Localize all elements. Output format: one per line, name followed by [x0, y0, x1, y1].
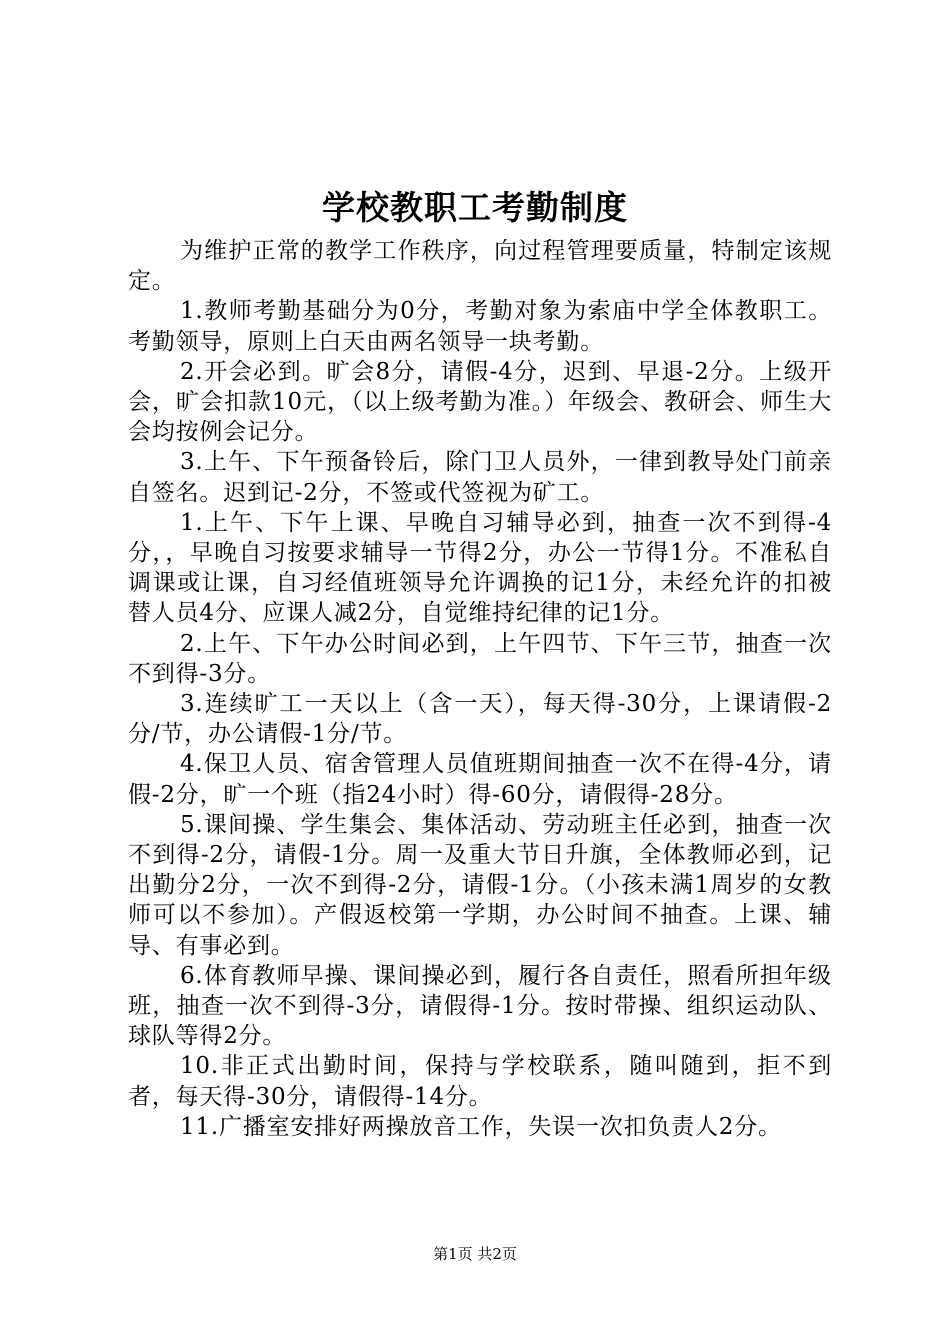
paragraph-intro: 为维护正常的教学工作秩序，向过程管理要质量，特制定该规定。 — [128, 238, 832, 295]
paragraph-rule: 1.教师考勤基础分为0分，考勤对象为索庙中学全体教职工。考勤领导，原则上白天由两名领导一块考勤。 — [128, 298, 832, 355]
paragraph-rule: 2.上午、下午办公时间必到，上午四节、下午三节，抽查一次不到得-3分。 — [128, 630, 832, 687]
paragraph-rule: 3.连续旷工一天以上（含一天），每天得-30分，上课请假-2分/节，办公请假-1分/节。 — [128, 691, 832, 748]
paragraph-rule: 6.体育教师早操、课间操必到，履行各自责任，照看所担年级班，抽查一次不到得-3分，请假得-1分。按时带操、组织运动队、球队等得2分。 — [128, 962, 832, 1050]
document-body — [128, 236, 832, 1142]
paragraph-rule: 10.非正式出勤时间，保持与学校联系，随叫随到，拒不到者，每天得-30分，请假得-14分。 — [128, 1053, 832, 1110]
paragraph-rule: 11.广播室安排好两操放音工作，失误一次扣负责人2分。 — [180, 1113, 782, 1140]
paragraph-rule: 5.课间操、学生集会、集体活动、劳动班主任必到，抽查一次不到得-2分，请假-1分。周一及重大节日升旗，全体教师必到，记出勤分2分，一次不到得-2分，请假-1分。（小孩未满1周岁的女教师可以不参加）。产假返校第一学期，办公时间不抽查。上课、辅导、有事必到。 — [128, 811, 832, 959]
paragraph-rule: 3.上午、下午预备铃后，除门卫人员外，一律到教导处门前亲自签名。迟到记-2分，不签或代签视为矿工。 — [128, 449, 832, 506]
paragraph-rule: 2.开会必到。旷会8分，请假-4分，迟到、早退-2分。上级开会，旷会扣款10元，（以上级考勤为准。）年级会、教研会、师生大会均按例会记分。 — [128, 358, 832, 446]
paragraph-rule: 1.上午、下午上课、早晚自习辅导必到，抽查一次不到得-4分，，早晚自习按要求辅导一节得2分，办公一节得1分。不准私自调课或让课，自习经值班领导允许调换的记1分，未经允许的扣被替人员4分、应课人减2分，自觉维持纪律的记1分。 — [128, 509, 832, 627]
document-title: 学校教职工考勤制度 — [322, 188, 628, 227]
paragraph-rule: 4.保卫人员、宿舍管理人员值班期间抽查一次不在得-4分，请假-2分，旷一个班（指24小时）得-60分，请假得-28分。 — [128, 751, 832, 808]
page-footer: 第1页 共2页 — [433, 1245, 517, 1263]
